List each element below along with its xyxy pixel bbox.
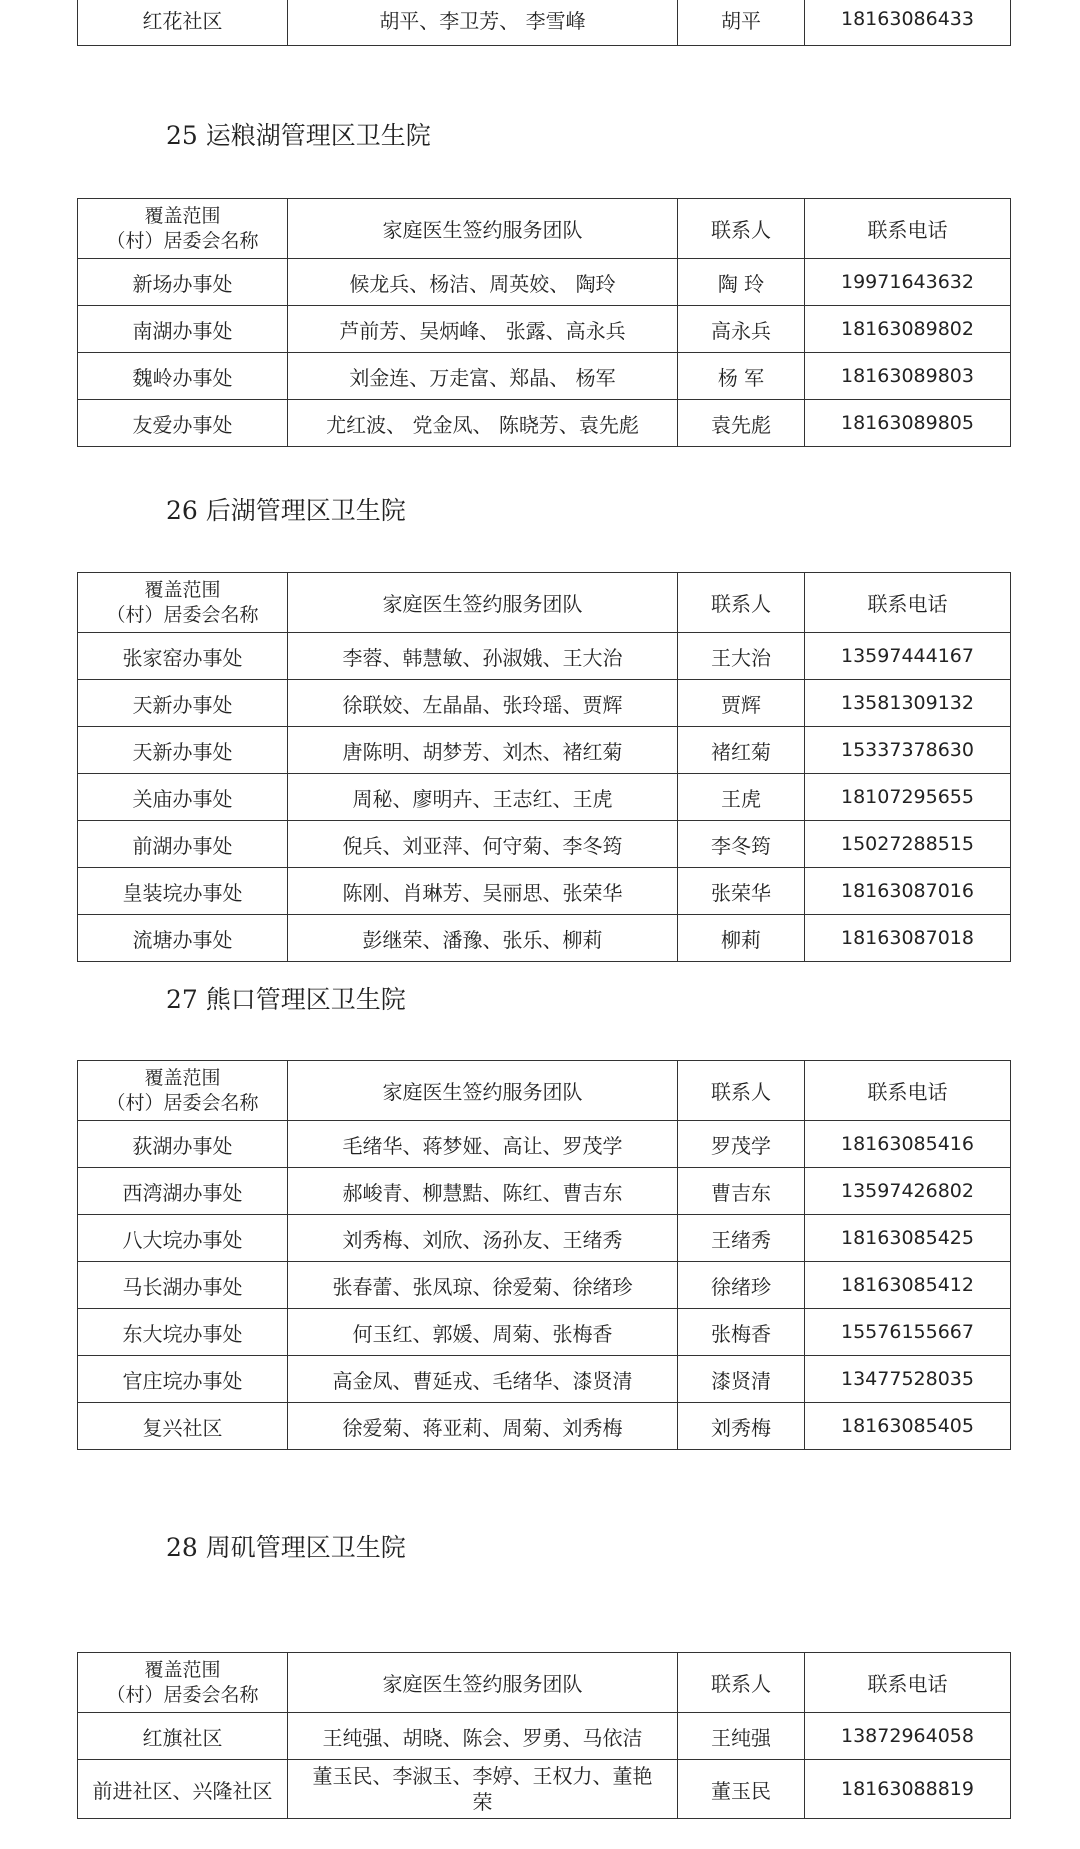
phone-cell: 18163089802 <box>805 306 1011 353</box>
contact-cell: 罗茂学 <box>678 1121 805 1168</box>
phone-cell: 18163087016 <box>805 868 1011 915</box>
table-row <box>78 1309 1011 1356</box>
team-cell: 徐联姣、左晶晶、张玲瑶、贾辉 <box>288 680 678 727</box>
header-team: 家庭医生签约服务团队 <box>288 1653 678 1713</box>
contact-cell: 胡平 <box>678 0 805 46</box>
team-cell: 周秘、廖明卉、王志红、王虎 <box>288 774 678 821</box>
header-phone: 联系电话 <box>805 1653 1011 1713</box>
area-cell: 红花社区 <box>78 0 288 46</box>
phone-cell: 13477528035 <box>805 1356 1011 1403</box>
phone-cell: 13872964058 <box>805 1713 1011 1760</box>
header-scope-line1: 覆盖范围 <box>144 1066 221 1089</box>
area-cell: 东大垸办事处 <box>78 1309 288 1356</box>
table-row <box>78 400 1011 447</box>
header-scope <box>78 199 288 259</box>
team-cell: 毛绪华、蒋梦娅、高让、罗茂学 <box>288 1121 678 1168</box>
phone-cell: 15027288515 <box>805 821 1011 868</box>
table-row <box>78 1121 1011 1168</box>
phone-cell: 18163089803 <box>805 353 1011 400</box>
team-cell: 倪兵、刘亚萍、何守菊、李冬筠 <box>288 821 678 868</box>
contact-cell: 王虎 <box>678 774 805 821</box>
team-cell <box>288 1760 678 1819</box>
area-cell: 马长湖办事处 <box>78 1262 288 1309</box>
table-header-row <box>78 1653 1011 1713</box>
table-fragment-top <box>77 0 1011 46</box>
team-cell: 胡平、李卫芳、 李雪峰 <box>288 0 678 46</box>
team-cell: 芦前芳、吴炳峰、 张露、高永兵 <box>288 306 678 353</box>
phone-cell: 18163086433 <box>805 0 1011 46</box>
table-row <box>78 1215 1011 1262</box>
table-row <box>78 1168 1011 1215</box>
area-cell: 红旗社区 <box>78 1713 288 1760</box>
contact-cell: 张梅香 <box>678 1309 805 1356</box>
area-cell: 前进社区、兴隆社区 <box>78 1760 288 1819</box>
contact-cell: 董玉民 <box>678 1760 805 1819</box>
header-team: 家庭医生签约服务团队 <box>288 1061 678 1121</box>
team-cell: 徐爱菊、蒋亚莉、周菊、刘秀梅 <box>288 1403 678 1450</box>
header-team: 家庭医生签约服务团队 <box>288 199 678 259</box>
table-row <box>78 0 1011 46</box>
roster-table <box>77 1060 1011 1450</box>
area-cell: 复兴社区 <box>78 1403 288 1450</box>
table-row <box>78 915 1011 962</box>
area-cell: 荻湖办事处 <box>78 1121 288 1168</box>
table-row <box>78 727 1011 774</box>
area-cell: 八大垸办事处 <box>78 1215 288 1262</box>
phone-cell: 13597426802 <box>805 1168 1011 1215</box>
header-scope-line1: 覆盖范围 <box>144 204 221 227</box>
roster-table <box>77 1652 1011 1819</box>
table-row <box>78 1262 1011 1309</box>
table-header-row <box>78 573 1011 633</box>
table-row <box>78 774 1011 821</box>
contact-cell: 王绪秀 <box>678 1215 805 1262</box>
team-cell: 候龙兵、杨洁、周英姣、 陶玲 <box>288 259 678 306</box>
phone-cell: 18163085425 <box>805 1215 1011 1262</box>
contact-cell: 袁先彪 <box>678 400 805 447</box>
header-scope <box>78 1653 288 1713</box>
area-cell: 前湖办事处 <box>78 821 288 868</box>
header-contact: 联系人 <box>678 573 805 633</box>
section-title: 26 后湖管理区卫生院 <box>166 496 406 525</box>
phone-cell: 18163085412 <box>805 1262 1011 1309</box>
header-scope-line1: 覆盖范围 <box>144 578 221 601</box>
header-scope-line2: （村）居委会名称 <box>106 1683 259 1706</box>
team-cell: 刘秀梅、刘欣、汤孙友、王绪秀 <box>288 1215 678 1262</box>
header-scope-line2: （村）居委会名称 <box>106 1091 259 1114</box>
team-cell: 张春蕾、张凤琼、徐爱菊、徐绪珍 <box>288 1262 678 1309</box>
phone-cell: 18163089805 <box>805 400 1011 447</box>
table-row <box>78 1403 1011 1450</box>
roster-table <box>77 572 1011 962</box>
team-cell: 陈刚、肖琳芳、吴丽思、张荣华 <box>288 868 678 915</box>
area-cell: 官庄垸办事处 <box>78 1356 288 1403</box>
header-scope <box>78 1061 288 1121</box>
table-row <box>78 680 1011 727</box>
header-phone: 联系电话 <box>805 1061 1011 1121</box>
header-scope-line1: 覆盖范围 <box>144 1658 221 1681</box>
team-cell: 王纯强、胡晓、陈会、罗勇、马依洁 <box>288 1713 678 1760</box>
contact-cell: 高永兵 <box>678 306 805 353</box>
team-cell: 高金凤、曹延戎、毛绪华、漆贤清 <box>288 1356 678 1403</box>
table-row <box>78 306 1011 353</box>
area-cell: 天新办事处 <box>78 680 288 727</box>
team-cell: 彭继荣、潘豫、张乐、柳莉 <box>288 915 678 962</box>
team-cell: 唐陈明、胡梦芳、刘杰、褚红菊 <box>288 727 678 774</box>
area-cell: 魏岭办事处 <box>78 353 288 400</box>
contact-cell: 褚红菊 <box>678 727 805 774</box>
contact-cell: 王大治 <box>678 633 805 680</box>
contact-cell: 贾辉 <box>678 680 805 727</box>
area-cell: 流塘办事处 <box>78 915 288 962</box>
table-row <box>78 1760 1011 1819</box>
header-team: 家庭医生签约服务团队 <box>288 573 678 633</box>
area-cell: 皇装垸办事处 <box>78 868 288 915</box>
area-cell: 张家窑办事处 <box>78 633 288 680</box>
team-cell-line2: 荣 <box>472 1790 493 1814</box>
header-scope-line2: （村）居委会名称 <box>106 603 259 626</box>
contact-cell: 张荣华 <box>678 868 805 915</box>
area-cell: 关庙办事处 <box>78 774 288 821</box>
table-row <box>78 821 1011 868</box>
contact-cell: 漆贤清 <box>678 1356 805 1403</box>
phone-cell: 13581309132 <box>805 680 1011 727</box>
contact-cell: 柳莉 <box>678 915 805 962</box>
area-cell: 友爱办事处 <box>78 400 288 447</box>
team-cell: 尤红波、 党金凤、 陈晓芳、袁先彪 <box>288 400 678 447</box>
team-cell: 刘金连、万走富、郑晶、 杨军 <box>288 353 678 400</box>
phone-cell: 18163087018 <box>805 915 1011 962</box>
table-row <box>78 259 1011 306</box>
team-cell: 何玉红、郭媛、周菊、张梅香 <box>288 1309 678 1356</box>
area-cell: 西湾湖办事处 <box>78 1168 288 1215</box>
phone-cell: 18163085416 <box>805 1121 1011 1168</box>
header-contact: 联系人 <box>678 199 805 259</box>
table-row <box>78 633 1011 680</box>
area-cell: 天新办事处 <box>78 727 288 774</box>
phone-cell: 18163088819 <box>805 1760 1011 1819</box>
header-phone: 联系电话 <box>805 199 1011 259</box>
section-title: 27 熊口管理区卫生院 <box>166 985 406 1014</box>
phone-cell: 13597444167 <box>805 633 1011 680</box>
header-scope <box>78 573 288 633</box>
table-row <box>78 353 1011 400</box>
phone-cell: 15337378630 <box>805 727 1011 774</box>
header-contact: 联系人 <box>678 1061 805 1121</box>
team-cell: 李蓉、韩慧敏、孙淑娥、王大治 <box>288 633 678 680</box>
table-row <box>78 868 1011 915</box>
table-header-row <box>78 199 1011 259</box>
phone-cell: 19971643632 <box>805 259 1011 306</box>
section-title: 28 周矶管理区卫生院 <box>166 1533 406 1562</box>
contact-cell: 杨 军 <box>678 353 805 400</box>
area-cell: 新场办事处 <box>78 259 288 306</box>
header-phone: 联系电话 <box>805 573 1011 633</box>
section-title: 25 运粮湖管理区卫生院 <box>166 121 431 150</box>
contact-cell: 王纯强 <box>678 1713 805 1760</box>
header-contact: 联系人 <box>678 1653 805 1713</box>
contact-cell: 曹吉东 <box>678 1168 805 1215</box>
table-row <box>78 1356 1011 1403</box>
contact-cell: 李冬筠 <box>678 821 805 868</box>
contact-cell: 刘秀梅 <box>678 1403 805 1450</box>
phone-cell: 15576155667 <box>805 1309 1011 1356</box>
phone-cell: 18163085405 <box>805 1403 1011 1450</box>
area-cell: 南湖办事处 <box>78 306 288 353</box>
team-cell-line1: 董玉民、李淑玉、李婷、王权力、董艳 <box>312 1764 653 1788</box>
header-scope-line2: （村）居委会名称 <box>106 229 259 252</box>
contact-cell: 陶 玲 <box>678 259 805 306</box>
table-header-row <box>78 1061 1011 1121</box>
team-cell: 郝峻青、柳慧黠、陈红、曹吉东 <box>288 1168 678 1215</box>
roster-table <box>77 198 1011 447</box>
table-row <box>78 1713 1011 1760</box>
contact-cell: 徐绪珍 <box>678 1262 805 1309</box>
phone-cell: 18107295655 <box>805 774 1011 821</box>
